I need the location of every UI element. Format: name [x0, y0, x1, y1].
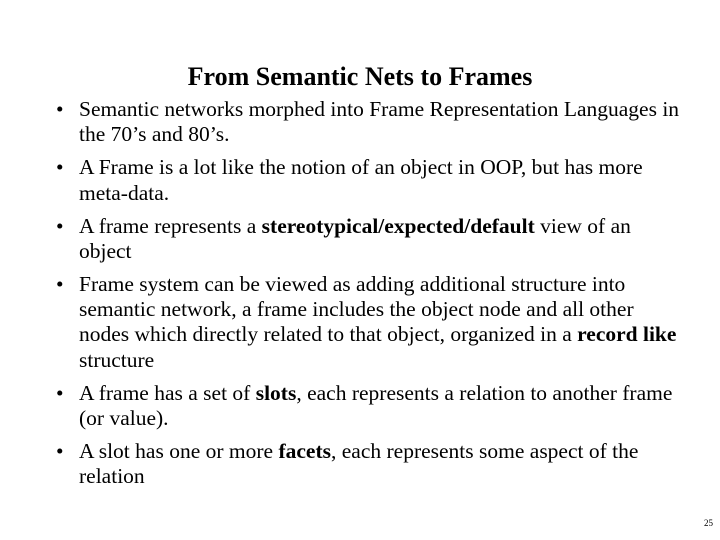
- bullet-text: [79, 214, 631, 263]
- bullet-text: [79, 272, 676, 372]
- bullet-marker: •: [56, 97, 64, 121]
- text-segment: Semantic networks morphed into Frame Representation Languages in the 70’s and 80’s.: [79, 97, 680, 147]
- slide-title: From Semantic Nets to Frames: [187, 62, 533, 92]
- bullet-item: [56, 272, 680, 373]
- bullet-marker: •: [56, 438, 64, 463]
- bold-term: stereotypical/expected/default: [261, 213, 535, 238]
- bullet-item: [56, 155, 680, 205]
- bold-term: facets: [278, 438, 331, 463]
- bullet-marker: •: [56, 271, 64, 296]
- bullet-item: [56, 97, 680, 147]
- text-segment: structure: [79, 347, 155, 372]
- text-segment: A Frame is a lot like the notion of an object in OOP, but has more meta-data.: [79, 155, 643, 205]
- bullet-text: [79, 155, 643, 204]
- bullet-marker: •: [56, 155, 64, 180]
- bullet-list: [56, 97, 680, 497]
- bullet-item: [56, 214, 680, 264]
- bullet-item: [56, 439, 680, 489]
- bullet-item: [56, 381, 680, 431]
- text-segment: , each represents some aspect of the relation: [79, 438, 639, 489]
- text-segment: A slot has one or more: [79, 438, 279, 463]
- text-segment: , each represents a relation to another frame (or value).: [79, 380, 673, 430]
- text-segment: A frame has a set of: [79, 380, 256, 405]
- bold-term: record like: [577, 322, 677, 347]
- bullet-text: [79, 97, 679, 146]
- text-segment: view of an object: [79, 213, 631, 263]
- bullet-marker: •: [56, 380, 64, 405]
- bullet-marker: •: [56, 213, 64, 238]
- text-segment: Frame system can be viewed as adding additional structure into semantic network, a frame includes the object node and all other nodes which directly related to that object, organized in a: [79, 271, 634, 347]
- bold-term: slots: [255, 380, 297, 405]
- bullet-text: [79, 381, 672, 430]
- bullet-text: [79, 439, 638, 488]
- page-number: 25: [704, 518, 713, 528]
- text-segment: A frame represents a: [79, 213, 262, 238]
